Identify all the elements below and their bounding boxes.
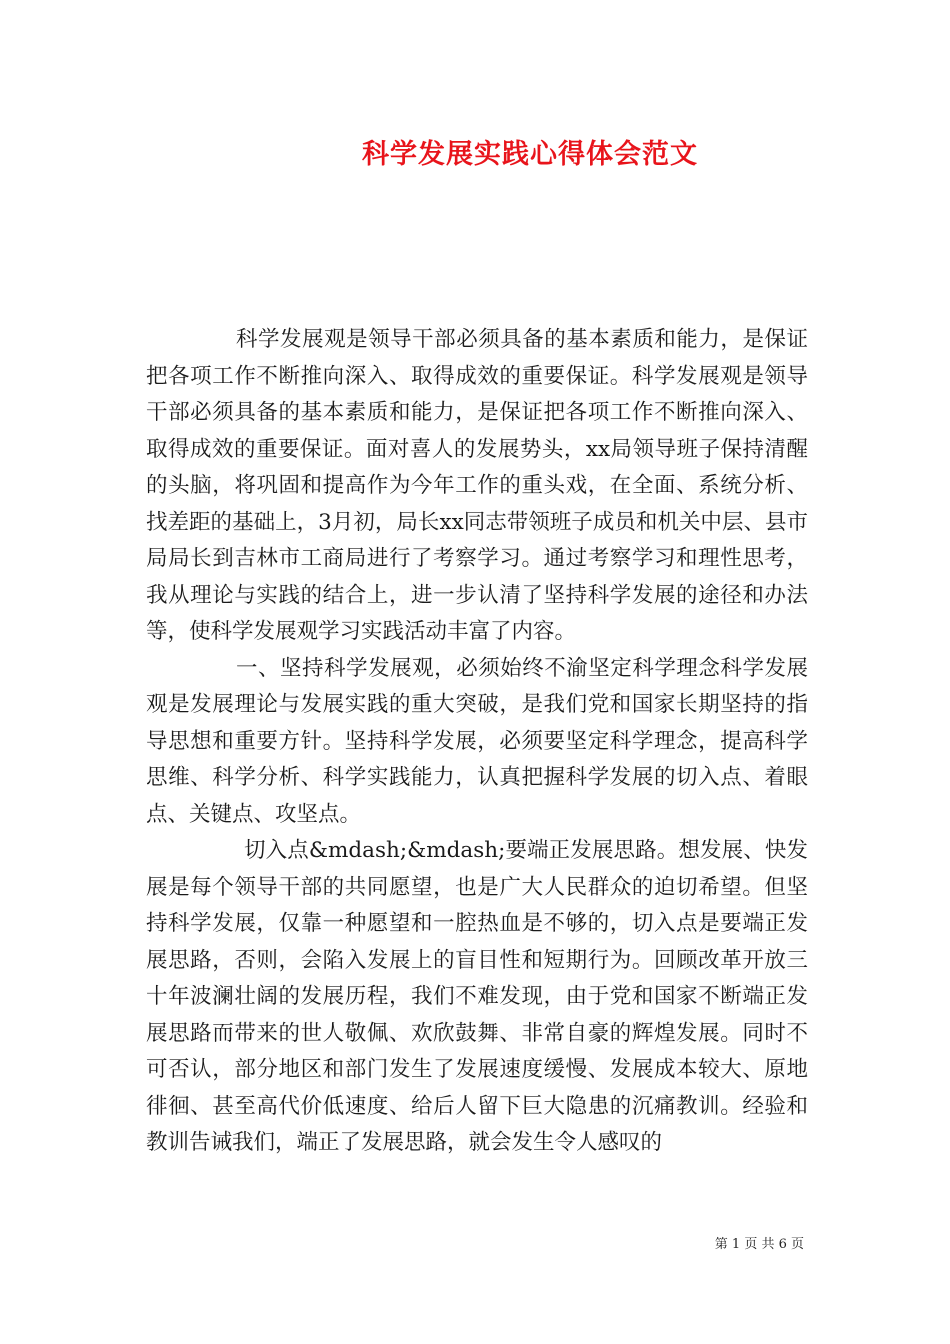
document-body <box>146 322 808 1162</box>
paragraph-intro: 科学发展观是领导干部必须具备的基本素质和能力，是保证把各项工作不断推向深入、取得成效的重要保证。科学发展观是领导干部必须具备的基本素质和能力，是保证把各项工作不断推向深入、取得成效的重要保证。面对喜人的发展势头，xx局领导班子保持清醒的头脑，将巩固和提高作为今年工作的重头戏，在全面、系统分析、找差距的基础上，3月初，局长xx同志带领班子成员和机关中层、县市局局长到吉林市工商局进行了考察学习。通过考察学习和理性思考，我从理论与实践的结合上，进一步认清了坚持科学发展的途径和办法等，使科学发展观学习实践活动丰富了内容。 <box>146 327 808 644</box>
paragraph-entry-point: 切入点&mdash;&mdash;要端正发展思路。想发展、快发展是每个领导干部的共同愿望，也是广大人民群众的迫切希望。但坚持科学发展，仅靠一种愿望和一腔热血是不够的，切入点是要端正发展思路，否则，会陷入发展上的盲目性和短期行为。回顾改革开放三十年波澜壮阔的发展历程，我们不难发现，由于党和国家不断端正发展思路而带来的世人敬佩、欢欣鼓舞、非常自豪的辉煌发展。同时不可否认，部分地区和部门发生了发展速度缓慢、发展成本较大、原地徘徊、甚至高代价低速度、给后人留下巨大隐患的沉痛教训。经验和教训告诫我们，端正了发展思路，就会发生令人感叹的 <box>146 838 808 1155</box>
document-title: 科学发展实践心得体会范文 <box>362 139 698 170</box>
paragraph-section-one: 一、坚持科学发展观，必须始终不渝坚定科学理念科学发展观是发展理论与发展实践的重大突破，是我们党和国家长期坚持的指导思想和重要方针。坚持科学发展，必须要坚定科学理念，提高科学思维、科学分析、科学实践能力，认真把握科学发展的切入点、着眼点、关键点、攻坚点。 <box>146 655 808 827</box>
page-number: 第 1 页 共 6 页 <box>714 1237 804 1252</box>
